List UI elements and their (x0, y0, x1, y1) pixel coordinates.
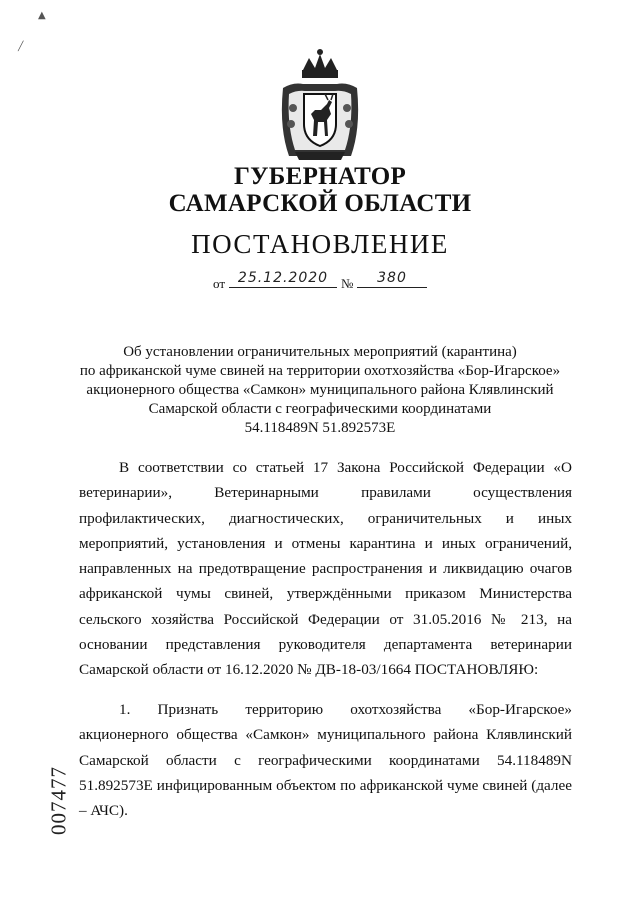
issuer-title-line2: САМАРСКОЙ ОБЛАСТИ (168, 190, 472, 217)
document-subject (60, 343, 580, 438)
coat-of-arms-icon (275, 48, 365, 166)
corner-mark-top: ▲ (38, 10, 46, 21)
subject-line: по африканской чуме свиней на территории охотхозяйства «Бор-Игарское» (79, 363, 561, 379)
date-value: 25.12.2020 (229, 270, 337, 288)
corner-mark-left: ╱ (18, 42, 24, 52)
document-type: ПОСТАНОВЛЕНИЕ (191, 229, 449, 259)
issuer-title-line1: ГУБЕРНАТОР (233, 163, 407, 190)
number-label: № (341, 276, 354, 291)
subject-line: Об установлении ограничительных мероприятий (карантина) (123, 344, 517, 360)
registration-stamp (26, 760, 90, 840)
subject-line: Самарской области с географическими координатами (148, 401, 492, 417)
subject-line: акционерного общества «Самкон» муниципального района Клявлинский (86, 382, 554, 398)
number-value: 380 (357, 270, 427, 288)
subject-line: 54.118489N 51.892573E (244, 420, 396, 436)
registration-number: 007477 (46, 766, 71, 835)
preamble-paragraph: В соответствии со статьей 17 Закона Российской Федерации «О ветеринарии», Ветеринарными правилами осуществления профилактических, диагностических, ограничительных и иных мероприятий, установления и отмены карантина и иных ограничений, направленных на предотвращение распространения и ликвидацию очагов африканской чумы свиней, утверждёнными приказом Министерства сельского хозяйства Российской Федерации от 31.05.2016 № 213, на основании представления руководителя департамента ветеринарии Самарской области от 16.12.2020 № ДВ-18-03/1664 ПОСТАНОВЛЯЮ: (79, 459, 572, 679)
date-number-line (213, 272, 453, 294)
date-label: от (213, 276, 226, 291)
clause-1-paragraph: 1. Признать территорию охотхозяйства «Бор-Игарское» акционерного общества «Самкон» муниципального района Клявлинский Самарской области с географическими координатами 54.118489N 51.892573E инфицированным объектом по африканской чуме свиней (далее – АЧС). (79, 701, 572, 820)
